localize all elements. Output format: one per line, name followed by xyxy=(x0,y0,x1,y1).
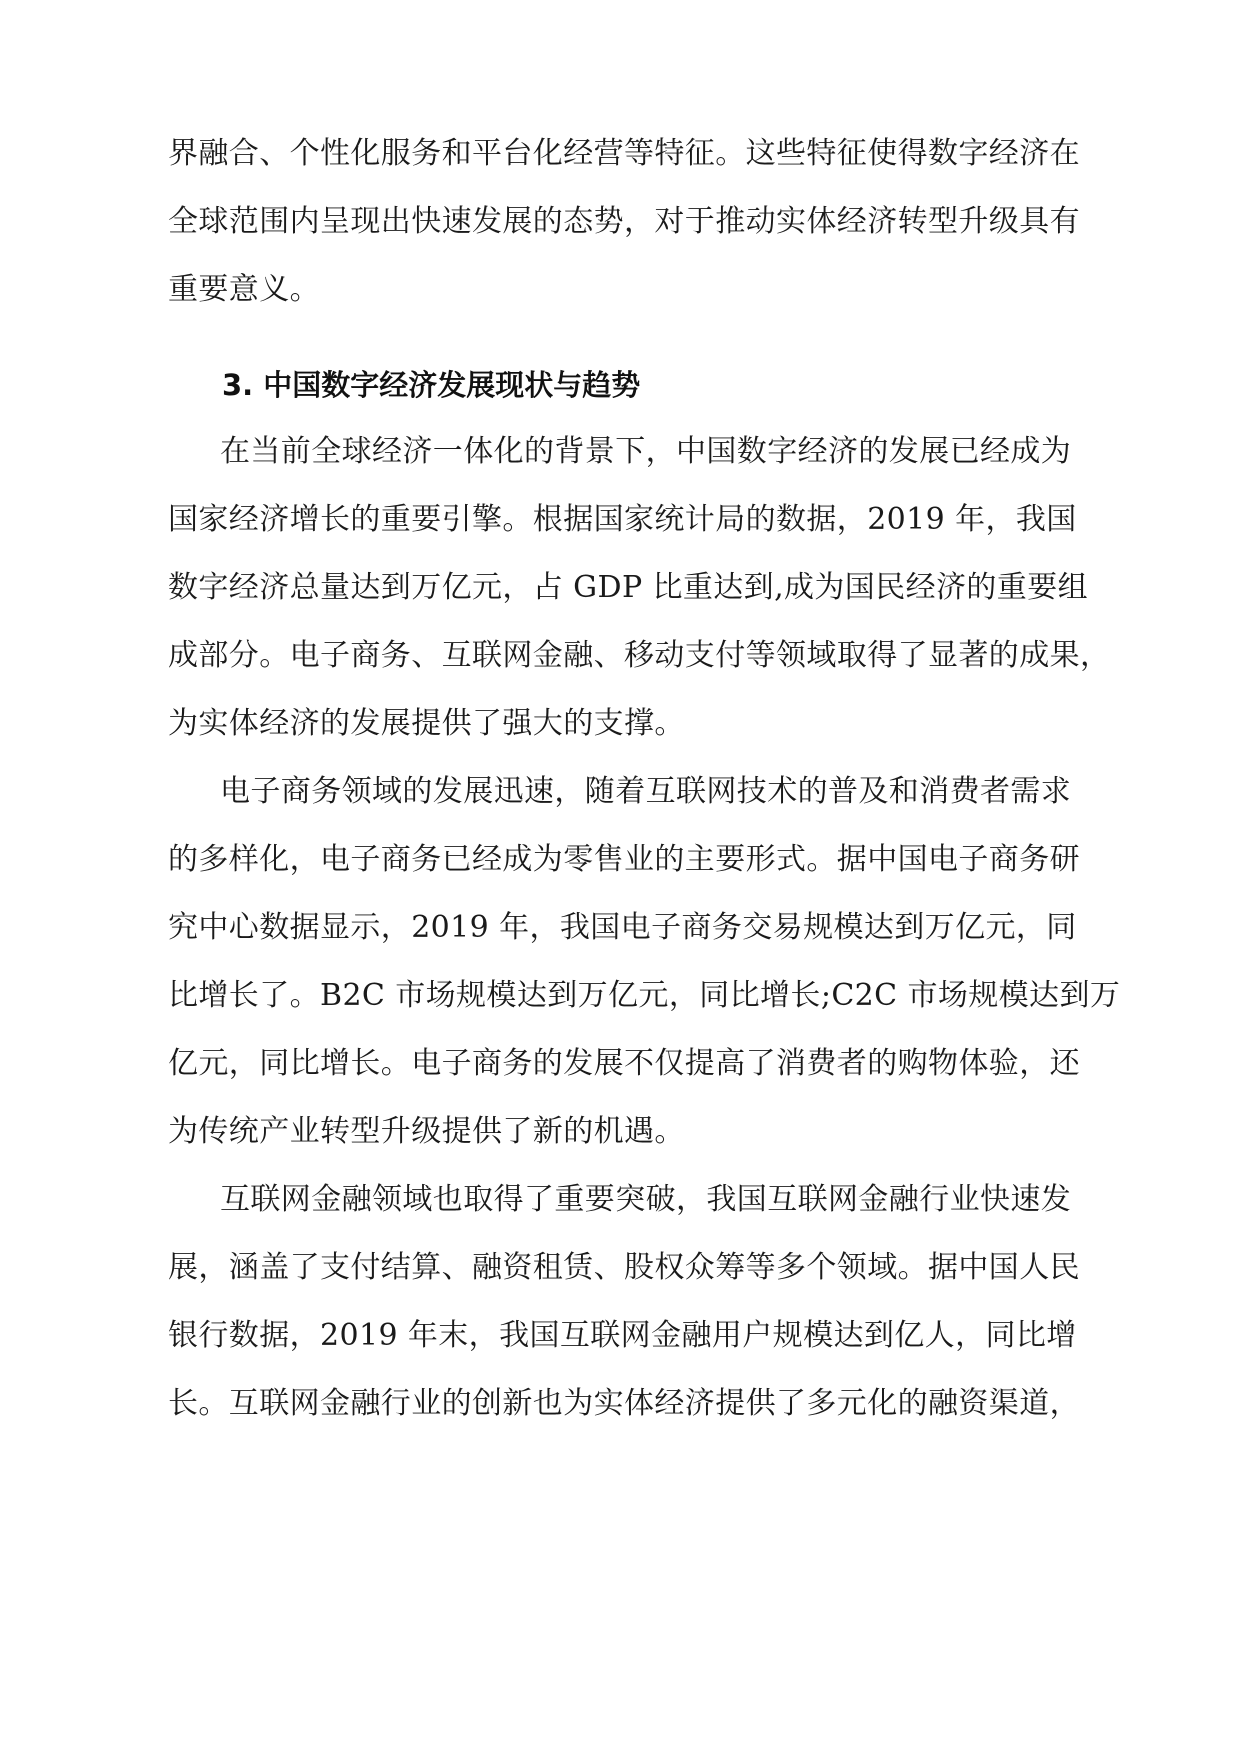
paragraph-2-line: 比增长了。B2C 市场规模达到万亿元，同比增长;C2C 市场规模达到万 xyxy=(168,978,1121,1013)
intro-line: 全球范围内呈现出快速发展的态势，对于推动实体经济转型升级具有 xyxy=(168,204,1080,239)
paragraph-1-line: 在当前全球经济一体化的背景下，中国数字经济的发展已经成为 xyxy=(220,434,1072,469)
paragraph-2-line: 电子商务领域的发展迅速，随着互联网技术的普及和消费者需求 xyxy=(220,774,1072,809)
paragraph-1-line: 数字经济总量达到万亿元，占 GDP 比重达到,成为国民经济的重要组 xyxy=(168,570,1089,605)
paragraph-1-line: 国家经济增长的重要引擎。根据国家统计局的数据，2019 年，我国 xyxy=(168,502,1077,537)
paragraph-3-line: 互联网金融领域也取得了重要突破，我国互联网金融行业快速发 xyxy=(220,1182,1072,1217)
section-heading: 3. 中国数字经济发展现状与趋势 xyxy=(222,368,641,402)
intro-line: 重要意义。 xyxy=(168,272,320,307)
paragraph-3-line: 长。互联网金融行业的创新也为实体经济提供了多元化的融资渠道， xyxy=(168,1386,1080,1421)
paragraph-3-line: 展，涵盖了支付结算、融资租赁、股权众筹等多个领域。据中国人民 xyxy=(168,1250,1080,1285)
paragraph-1-line: 为实体经济的发展提供了强大的支撑。 xyxy=(168,706,685,741)
paragraph-3-line: 银行数据，2019 年末，我国互联网金融用户规模达到亿人，同比增 xyxy=(168,1318,1077,1353)
paragraph-2-line: 亿元，同比增长。电子商务的发展不仅提高了消费者的购物体验，还 xyxy=(168,1046,1080,1081)
paragraph-2-line: 的多样化，电子商务已经成为零售业的主要形式。据中国电子商务研 xyxy=(168,842,1080,877)
intro-line: 界融合、个性化服务和平台化经营等特征。这些特征使得数字经济在 xyxy=(168,136,1080,171)
paragraph-1-line: 成部分。电子商务、互联网金融、移动支付等领域取得了显著的成果， xyxy=(168,638,1111,673)
paragraph-2-line: 究中心数据显示，2019 年，我国电子商务交易规模达到万亿元，同 xyxy=(168,910,1077,945)
paragraph-2-line: 为传统产业转型升级提供了新的机遇。 xyxy=(168,1114,685,1149)
